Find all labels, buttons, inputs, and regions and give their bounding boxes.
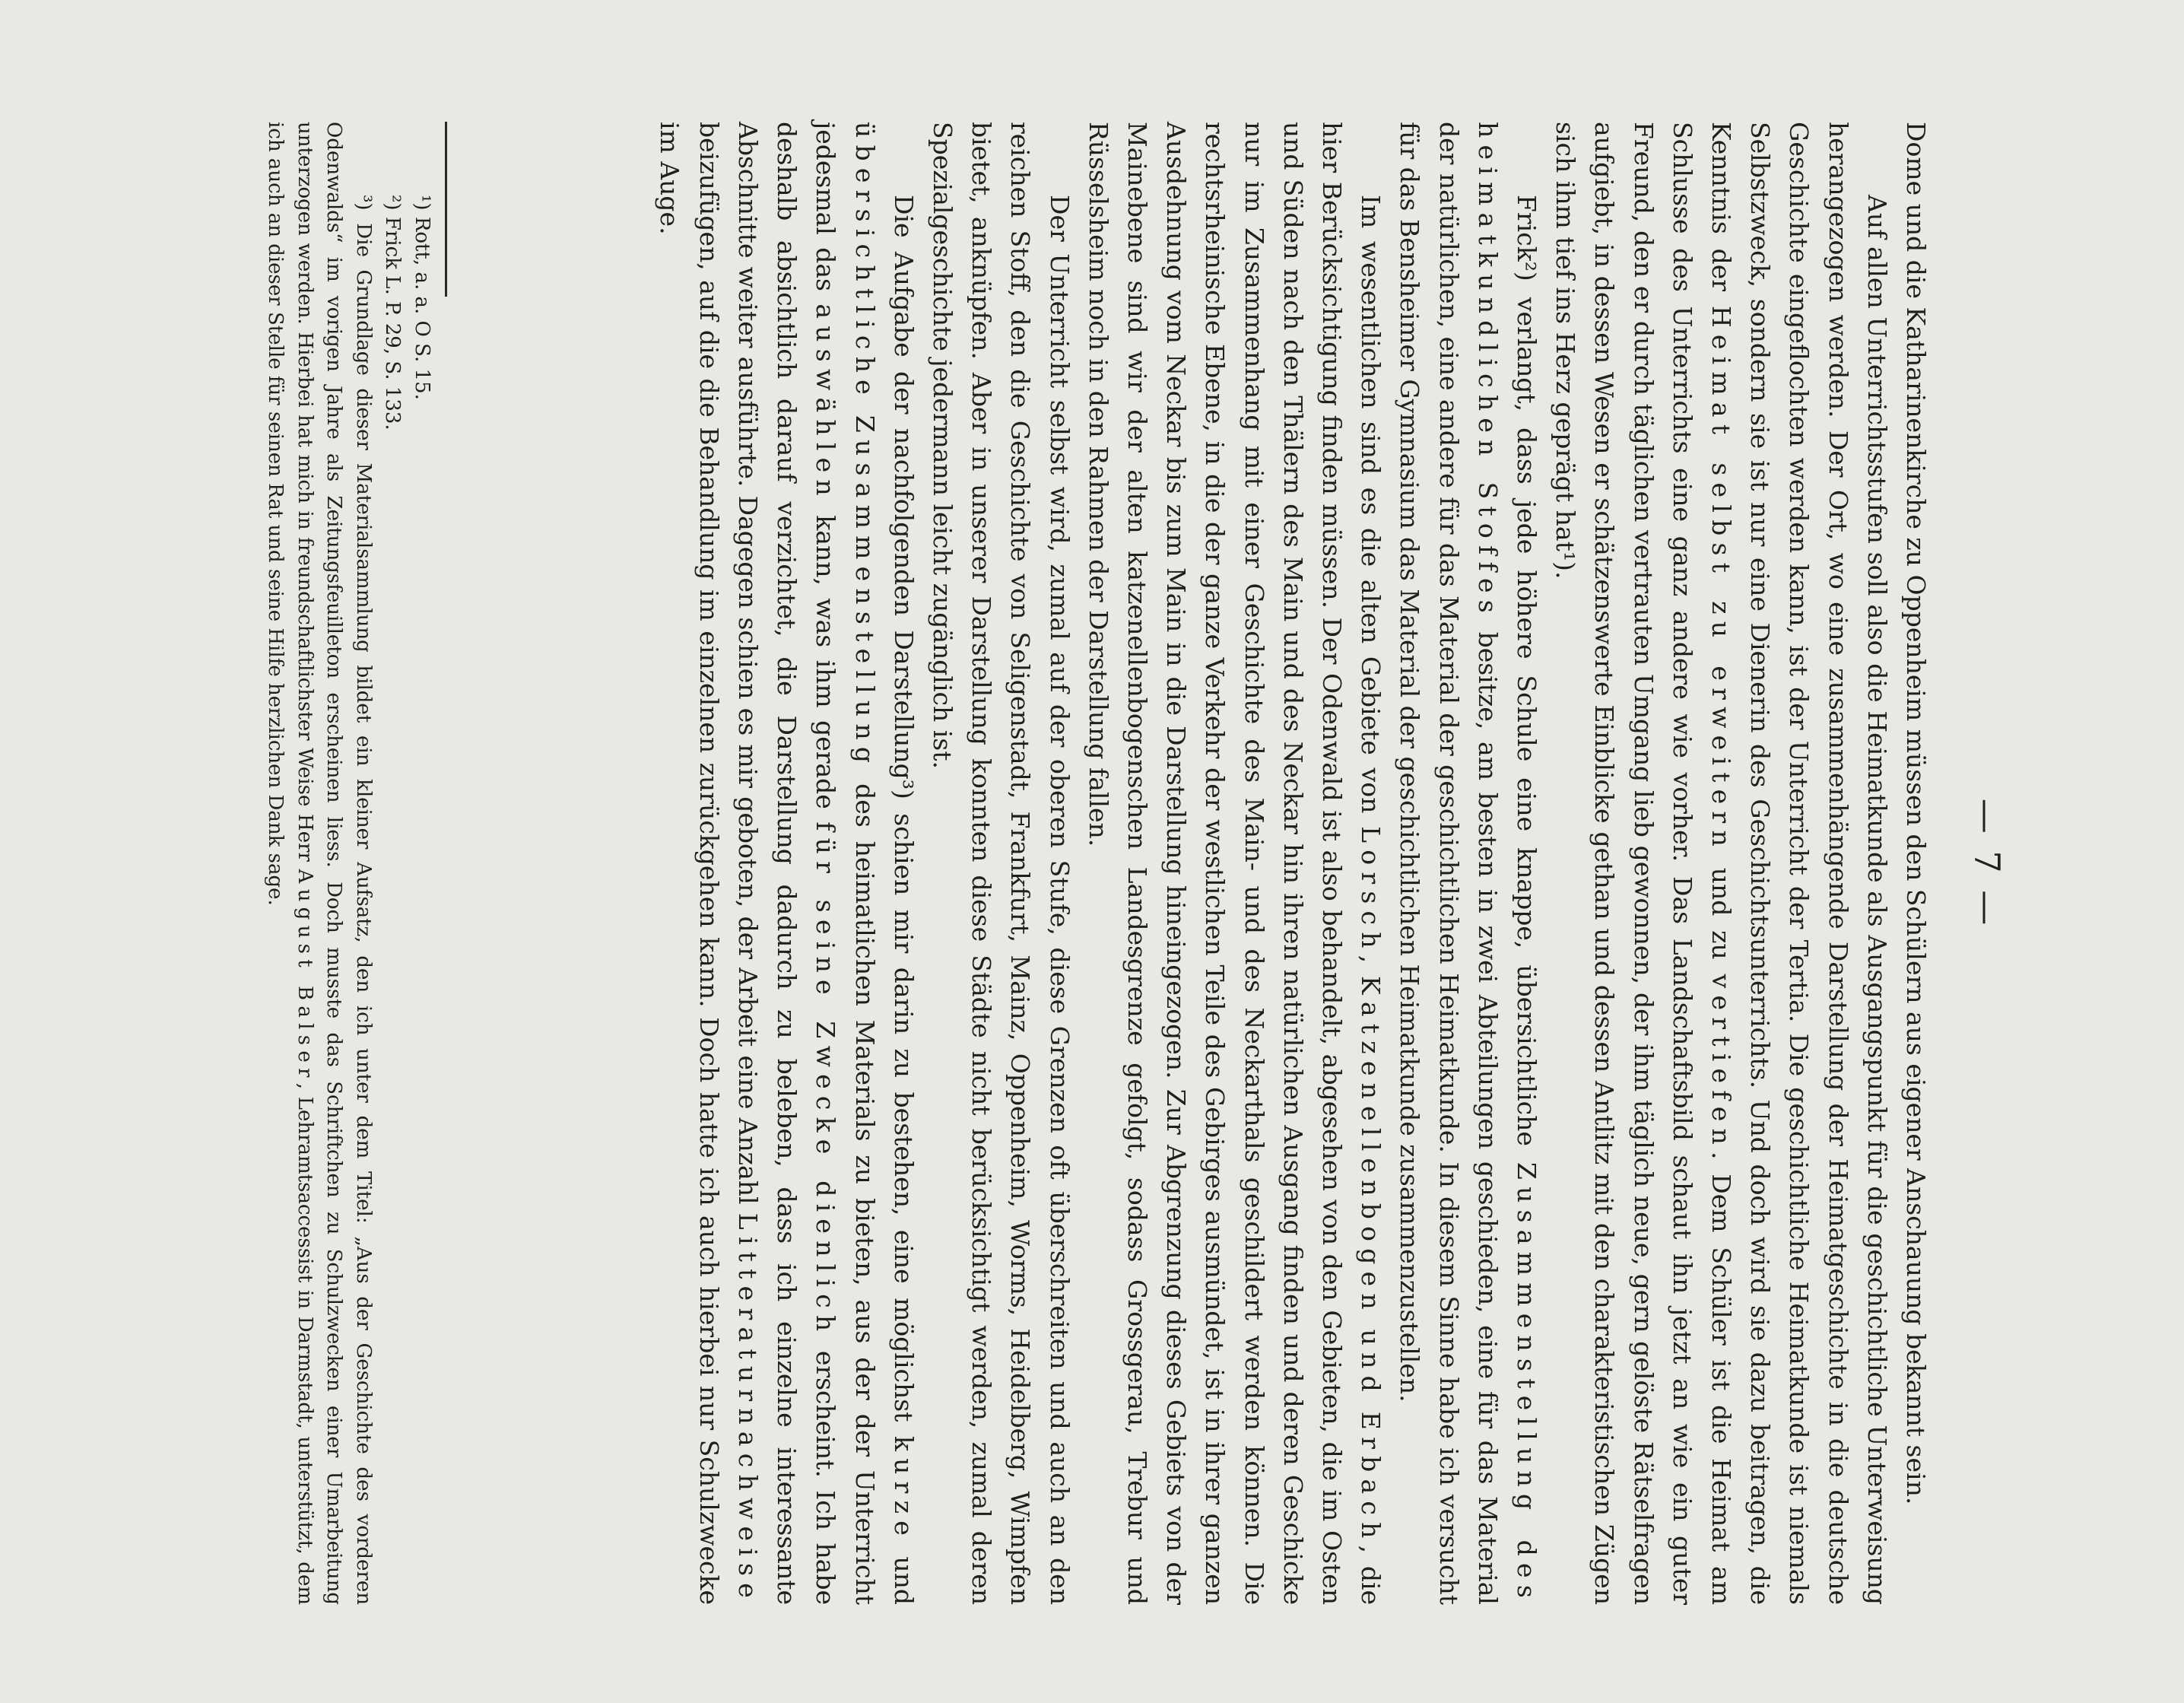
spaced-term-lorsch: Lorsch: [1356, 826, 1386, 955]
spaced-term-balser: August Balser: [294, 869, 316, 1083]
paragraph-1: Dome und die Katharinenkirche zu Oppenheim müssen den Schülern aus eigener Anschauung bekannt sein.: [1901, 122, 1931, 1505]
spaced-term-zusammenstellung-2: Zusammenstellung: [849, 415, 880, 770]
spaced-term-heimat: Heimat selbst zu erweitern: [1706, 305, 1736, 853]
spaced-term-zusammenstellung: Zusammenstellung des heimatkundlichen Stoffes: [1472, 122, 1541, 1605]
main-text: [650, 122, 1935, 1605]
footnote-3: ³) Die Grundlage dieser Materialsammlung bildet ein kleiner Aufsatz, den ich unter dem Titel: „Aus der Geschichte des vorderen Odenwalds“ im vorigen Jahre als Zeitungsfeuilleton erscheinen liess. Doch musste das Schriftchen zu Schulzwecken einer Umarbeitung unterzogen werden. Hierbei hat mich in freundschaftlichster Weise Herr August Balser, Lehramtsaccessist in Darmstadt, unterstützt, dem ich auch an dieser Stelle für seinen Rat und seine Hilfe herzlichen Dank sage.: [264, 122, 375, 1605]
footnote-separator: [445, 122, 447, 297]
paragraph-3: Frick²) verlangt, dass jede höhere Schule eine knappe, übersichtliche Zusammenstellung des heimatkundlichen Stoffes besitze, am besten in zwei Abteilungen geschieden, eine für das Material der natürlichen, eine andere für das Material der geschichtlichen Heimatkunde. In diesem Sinne habe ich versucht für das Bensheimer Gymnasium das Material der geschichtlichen Heimatkunde zusammenzustellen.: [1395, 122, 1541, 1605]
spaced-term-auswaehlen: auswählen: [811, 303, 841, 503]
spaced-term-katzenellenbogen: Katzenellenbogen: [1356, 975, 1386, 1317]
page-number: — 7 —: [1967, 798, 2008, 929]
spaced-term-vertiefen: vertiefen: [1706, 974, 1736, 1152]
paragraph-2: Auf allen Unterrichtsstufen soll also die Heimatkunde als Ausgangspunkt für die geschichtliche Unterweisung herangezogen werden. Der Ort, wo eine zusammenhängende Darstellung der Heimatgeschichte in die deutsche Geschichte eingeflochten werden kann, ist der Unterricht der Tertia. Die geschichtliche Heimatkunde ist niemals Selbstzweck, sondern sie ist nur eine Dienerin des Geschichtsunterrichts. Und doch wird sie dazu beitragen, die Kenntnis der Heimat selbst zu erweitern und zu vertiefen. Dem Schüler ist die Heimat am Schlusse des Unterrichts eine ganz andere wie vorher. Das Landschaftsbild schaut ihn jetzt an wie ein guter Freund, den er durch täglichen vertrauten Umgang lieb gewonnen, der ihm täglich neue, gern gelöste Rätselfragen aufgiebt, in dessen Wesen er schätzenswerte Einblicke gethan und dessen Antlitz mit den charakteristischen Zügen sich ihm tief ins Herz geprägt hat¹).: [1551, 122, 1892, 1605]
spaced-term-uebersichtliche: übersichtliche: [849, 122, 880, 402]
spaced-term-litteratur: Litteraturnachweise: [732, 1212, 763, 1605]
spaced-term-erbach: Erbach: [1356, 1411, 1386, 1546]
footnote-2: ²) Frick L. P. 29, S. 133.: [381, 195, 405, 431]
footnotes: [261, 122, 436, 1605]
paragraph-5: Der Unterricht selbst wird, zumal auf der oberen Stufe, diese Grenzen oft überschreiten und auch an den reichen Stoff, den die Geschichte von Seligenstadt, Frankfurt, Mainz, Oppenheim, Worms, Heidelberg, Wimpfen bietet, anknüpfen. Aber in unserer Darstellung konnten diese Städte nicht berücksichtigt werden, zumal deren Spezialgeschichte jedermann leicht zugänglich ist.: [927, 122, 1075, 1605]
spaced-term-und: und: [1356, 1329, 1386, 1399]
paragraph-6: Die Aufgabe der nachfolgenden Darstellung³) schien mir darin zu bestehen, eine möglichst kurze und übersichtliche Zusammenstellung des heimatlichen Materials zu bieten, aus der der Unterricht jedesmal das auswählen kann, was ihm gerade für seine Zwecke dienlich erscheint. Ich habe deshalb absichtlich darauf verzichtet, die Darstellung dadurch zu beleben, dass ich einzelne interessante Abschnitte weiter ausführte. Dagegen schien es mir geboten, der Arbeit eine Anzahl Litteraturnachweise beizufügen, auf die die Behandlung im einzelnen zurückgehen kann. Doch hatte ich auch hierbei nur Schulzwecke im Auge.: [655, 122, 919, 1605]
rotated-document-page: [129, 122, 2008, 1605]
spaced-term-fuer-seine-zwecke: für seine Zwecke dienlich: [811, 821, 841, 1339]
spaced-term-kurze: kurze: [888, 1435, 919, 1543]
footnote-1: ¹) Rott, a. a. O S. 15.: [411, 195, 433, 400]
paragraph-4: Im wesentlichen sind es die alten Gebiete von Lorsch, Katzenellenbogen und Erbach, die hier Berücksichtigung finden müssen. Der Odenwald ist also behandelt, abgesehen von den Gebieten, die im Osten und Süden nach den Thälern des Main und des Neckar hin ihren natürlichen Ausgang finden und deren Geschicke nur im Zusammenhang mit einer Geschichte des Main- und des Neckarthals geschildert werden können. Die rechtsrheinische Ebene, in die der ganze Verkehr der westlichen Teile des Gebirges ausmündet, ist in ihrer ganzen Ausdehnung vom Neckar bis zum Main in die Darstellung hineingezogen. Zur Abgrenzung dieses Gebiets von der Mainebene sind wir der alten katzenellenbogenschen Landesgrenze gefolgt, sodass Grossgerau, Trebur und Rüsselsheim noch in den Rahmen der Darstellung fallen.: [1083, 122, 1386, 1606]
